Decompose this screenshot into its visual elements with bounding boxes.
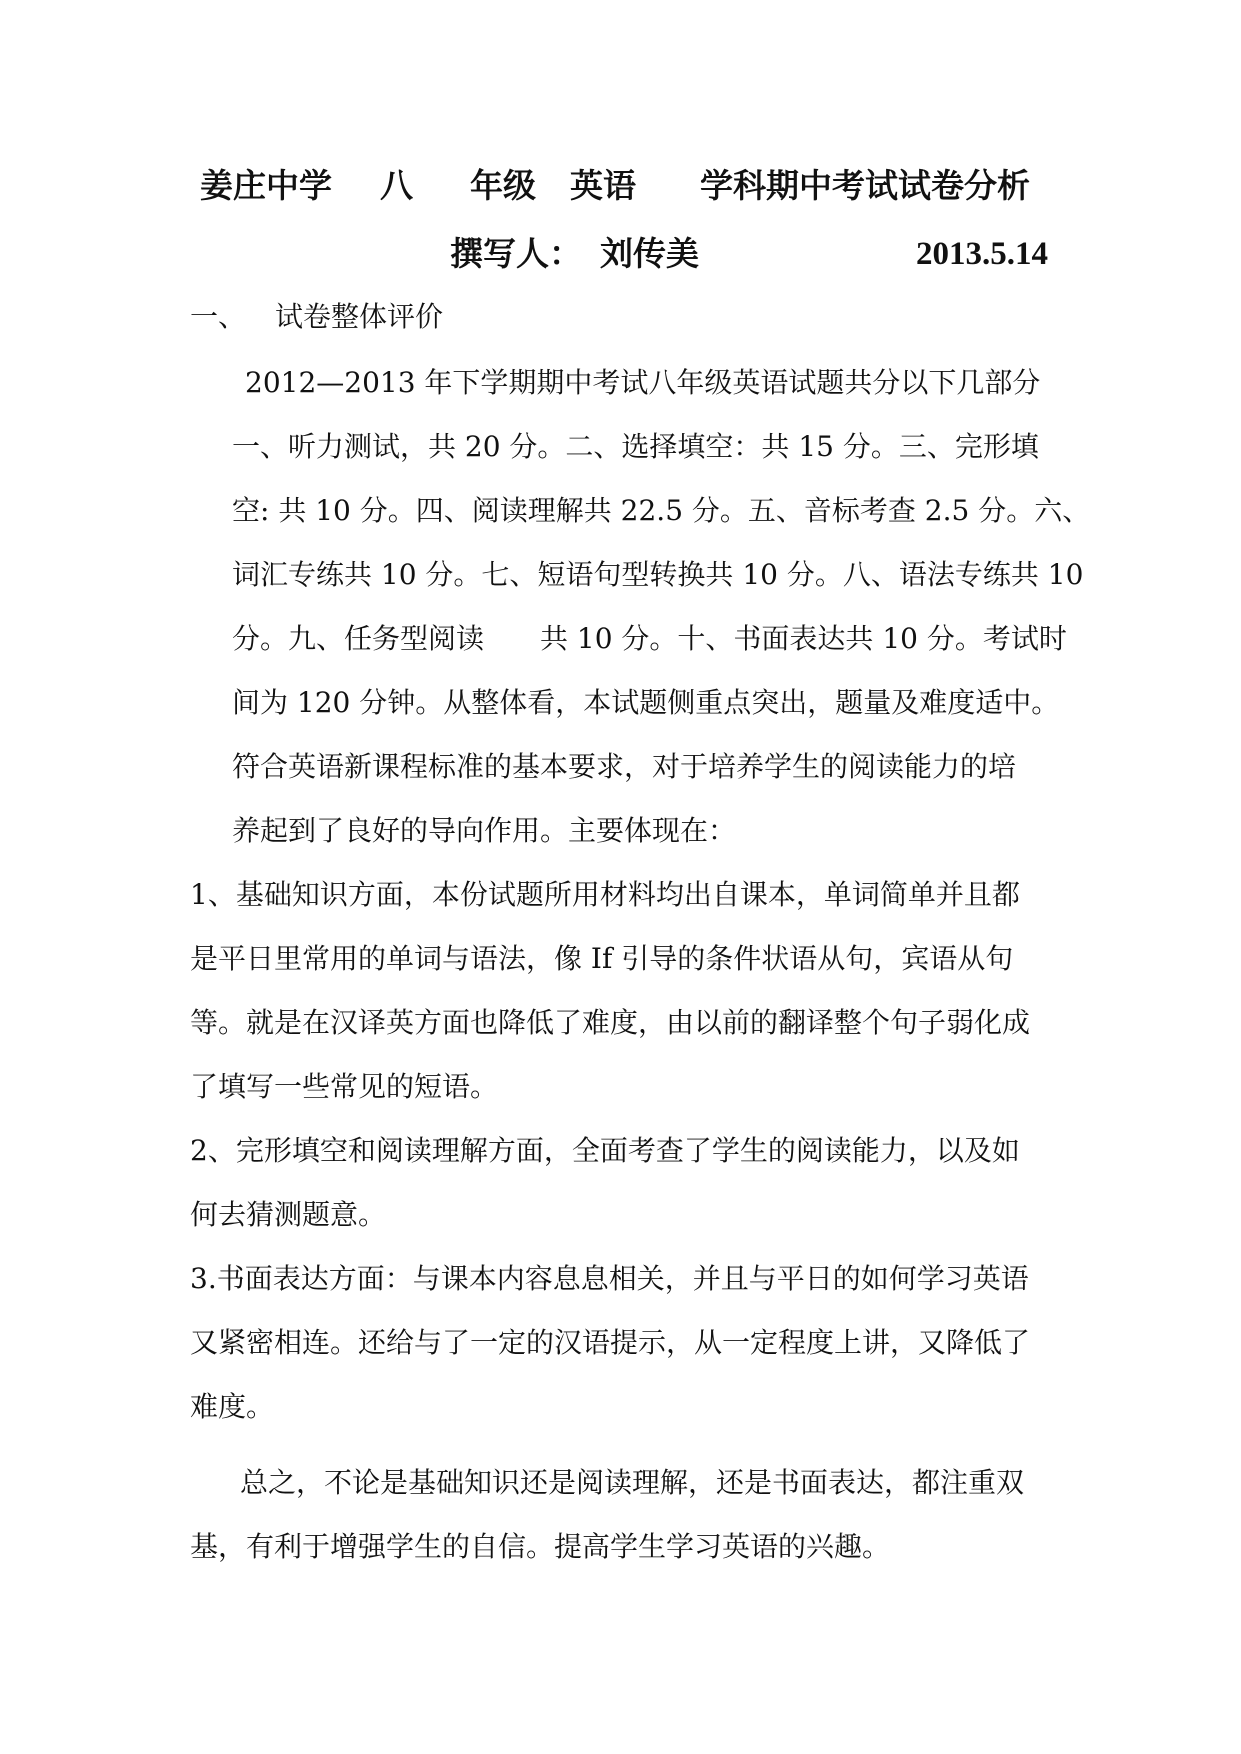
- title-grade: 八: [380, 166, 413, 205]
- body-line: 总之，不论是基础知识还是阅读理解，还是书面表达，都注重双: [240, 1466, 1025, 1499]
- body-line: 是平日里常用的单词与语法，像 If 引导的条件状语从句，宾语从句: [190, 942, 1014, 975]
- document-title: [0, 158, 1241, 214]
- body-line: 等。就是在汉译英方面也降低了难度，由以前的翻译整个句子弱化成: [190, 1006, 1031, 1039]
- body-line: 2、完形填空和阅读理解方面，全面考查了学生的阅读能力，以及如: [190, 1134, 1020, 1167]
- body-line: 了填写一些常见的短语。: [190, 1070, 499, 1103]
- body-line: 1、基础知识方面，本份试题所用材料均出自课本，单词简单并且都: [190, 878, 1020, 911]
- body-line: 难度。: [190, 1390, 275, 1423]
- body-line: 一、听力测试，共 20 分。二、选择填空：共 15 分。三、完形填: [232, 430, 1039, 463]
- body-line: 分。九、任务型阅读 共 10 分。十、书面表达共 10 分。考试时: [232, 622, 1067, 655]
- body-line: 又紧密相连。还给与了一定的汉语提示，从一定程度上讲，又降低了: [190, 1326, 1031, 1359]
- title-analysis: 学科期中考试试卷分析: [700, 166, 1030, 205]
- body-line: 基，有利于增强学生的自信。提高学生学习英语的兴趣。: [190, 1530, 891, 1563]
- body-line: 符合英语新课程标准的基本要求，对于培养学生的阅读能力的培: [232, 750, 1017, 783]
- title-school: 姜庄中学: [200, 166, 332, 205]
- title-subject: 英语: [570, 166, 636, 205]
- body-line: 空: 共 10 分。四、阅读理解共 22.5 分。五、音标考查 2.5 分。六、: [232, 494, 1091, 527]
- author-line: [0, 226, 1241, 282]
- body-line: 何去猜测题意。: [190, 1198, 387, 1231]
- body-line: 3.书面表达方面：与课本内容息息相关，并且与平日的如何学习英语: [190, 1262, 1029, 1295]
- body-line: 养起到了良好的导向作用。主要体现在：: [232, 814, 737, 847]
- section-title: 试卷整体评价: [275, 300, 444, 333]
- body-line: 间为 120 分钟。从整体看，本试题侧重点突出，题量及难度适中。: [232, 686, 1060, 719]
- section-number: 一、: [190, 300, 247, 333]
- author-name: 刘传美: [600, 234, 699, 273]
- title-grade-word: 年级: [470, 166, 536, 205]
- body-line: 2012—2013 年下学期期中考试八年级英语试题共分以下几部分: [245, 366, 1041, 399]
- body-line: 词汇专练共 10 分。七、短语句型转换共 10 分。八、语法专练共 10: [232, 558, 1084, 591]
- author-label: 撰写人：: [450, 234, 582, 273]
- author-date: 2013.5.14: [916, 236, 1048, 272]
